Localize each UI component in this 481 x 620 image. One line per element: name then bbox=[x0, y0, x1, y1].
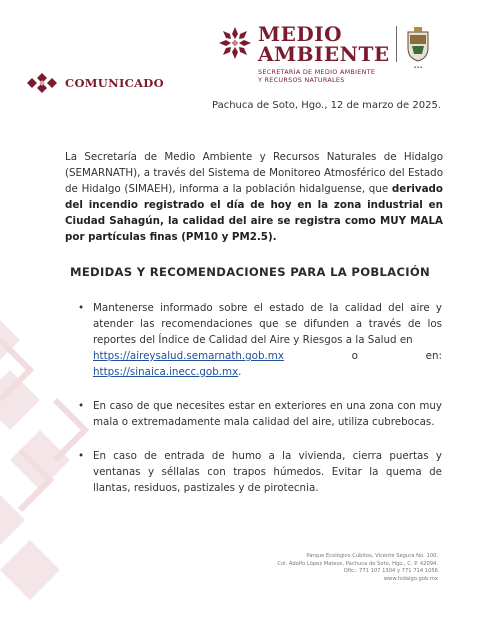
decorative-pattern-watermark bbox=[0, 300, 90, 600]
section-title: MEDIDAS Y RECOMENDACIONES PARA LA POBLACIÓN bbox=[70, 265, 431, 279]
footer-address bbox=[218, 553, 438, 583]
recommendation-item bbox=[78, 300, 442, 380]
header-divider bbox=[396, 26, 397, 62]
recommendation-text: Mantenerse informado sobre el estado de la calidad del aire y atender las recomendaciones que se difunden a través de los reportes del Índice de Calidad del Aire y Riesgos a la Salud en bbox=[93, 302, 442, 346]
recommendations-list bbox=[78, 300, 442, 496]
medio-ambiente-logo-icon bbox=[218, 26, 252, 60]
address-line: Col. Adolfo López Mateos, Pachuca de Soto, Hgo., C. P. 42094. bbox=[277, 560, 438, 567]
hidalgo-coat-of-arms-icon bbox=[405, 26, 431, 62]
intro-paragraph bbox=[65, 149, 443, 245]
recommendation-text: En caso de que necesites estar en exteriores en una zona con muy mala o extremadamente mala calidad del aire, utiliza cubrebocas. bbox=[93, 400, 442, 428]
crest-caption-decoration: ▪ ▪ ▪ bbox=[413, 65, 422, 69]
connector-o: o bbox=[351, 350, 358, 362]
intro-bold-text: derivado del incendio registrado el día de hoy en la zona industrial en Ciudad Sahagún, la calidad del aire se registra como MUY MALA por partículas finas (PM10 y PM2.5). bbox=[65, 183, 443, 243]
recommendation-item bbox=[78, 398, 442, 430]
brand-title-line1: MEDIO bbox=[258, 22, 343, 46]
comunicado-ornament-icon bbox=[27, 72, 57, 94]
intro-plain-text: La Secretaría de Medio Ambiente y Recursos Naturales de Hidalgo (SEMARNATH), a través del Sistema de Monitoreo Atmosférico del Estado de Hidalgo (SIMAEH), informa a la población hidalguense, que bbox=[65, 151, 443, 195]
address-line: Parque Ecológico Cubitos, Vicente Segura No. 100, bbox=[306, 553, 438, 559]
second-link-row bbox=[93, 364, 442, 380]
recommendation-text: En caso de entrada de humo a la vivienda, cierra puertas y ventanas y séllalas con trapos húmedos. Evitar la quema de llantas, residuos, pastizales y de pirotecnia. bbox=[93, 450, 442, 494]
sinaica-link[interactable]: https://sinaica.inecc.gob.mx bbox=[93, 366, 239, 378]
place-date: Pachuca de Soto, Hgo., 12 de marzo de 2025. bbox=[212, 100, 441, 111]
aireysalud-link[interactable]: https://aireysalud.semarnath.gob.mx bbox=[93, 350, 284, 362]
address-phone: Ofic.: 771 107 1304 y 771 714 1056 bbox=[343, 568, 438, 575]
brand-subtitle-line1: SECRETARÍA DE MEDIO AMBIENTE bbox=[258, 68, 376, 76]
links-row bbox=[93, 348, 442, 364]
sentence-end: . bbox=[238, 366, 242, 378]
recommendation-item bbox=[78, 448, 442, 496]
connector-en: en: bbox=[425, 350, 442, 362]
brand-title-line2: AMBIENTE bbox=[258, 42, 390, 66]
brand-title bbox=[258, 24, 398, 64]
comunicado-label: COMUNICADO bbox=[65, 76, 164, 90]
address-website: www.hidalgo.gob.mx bbox=[383, 575, 438, 582]
brand-subtitle bbox=[258, 68, 418, 84]
brand-subtitle-line2: Y RECURSOS NATURALES bbox=[258, 76, 345, 84]
